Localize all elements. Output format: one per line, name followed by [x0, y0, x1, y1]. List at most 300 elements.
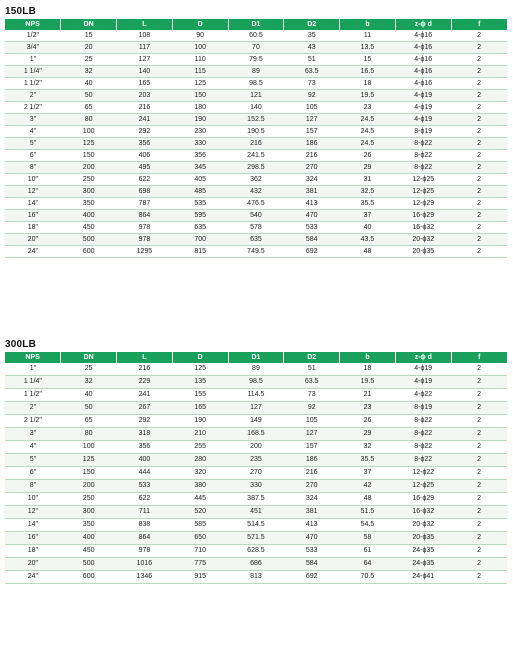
- table-row: [5, 174, 507, 186]
- table-cell: 186: [284, 138, 340, 150]
- table-cell: 216: [284, 150, 340, 162]
- table-cell: 330: [172, 138, 228, 150]
- table-row: [5, 428, 507, 441]
- table-cell: 1 1/4": [5, 66, 61, 78]
- table-cell: 4-ϕ19: [395, 376, 451, 389]
- table-row: [5, 126, 507, 138]
- table-cell: 4-ϕ19: [395, 114, 451, 126]
- table-cell: 413: [284, 198, 340, 210]
- table-cell: 432: [228, 186, 284, 198]
- table-cell: 80: [61, 114, 117, 126]
- table-row: [5, 246, 507, 258]
- table-cell: 1": [5, 54, 61, 66]
- table-cell: 12-ϕ29: [395, 198, 451, 210]
- table-cell: 16-ϕ32: [395, 222, 451, 234]
- table-cell: 2: [451, 454, 507, 467]
- table-cell: 150: [61, 150, 117, 162]
- table-cell: 16-ϕ32: [395, 506, 451, 519]
- table-cell: 978: [117, 545, 173, 558]
- table-cell: 2: [451, 519, 507, 532]
- table-cell: 216: [117, 102, 173, 114]
- table-cell: 70.5: [340, 571, 396, 584]
- table-cell: 700: [172, 234, 228, 246]
- table-cell: 450: [61, 222, 117, 234]
- table-row: [5, 150, 507, 162]
- flange-table-150lb: [5, 19, 507, 258]
- table-cell: 200: [61, 162, 117, 174]
- table-cell: 533: [284, 222, 340, 234]
- table-cell: 20-ϕ32: [395, 519, 451, 532]
- table-cell: 692: [284, 571, 340, 584]
- table-cell: 686: [228, 558, 284, 571]
- table-cell: 2: [451, 558, 507, 571]
- column-header: D2: [284, 352, 340, 363]
- column-header: z-ϕ d: [395, 352, 451, 363]
- table-cell: 470: [284, 532, 340, 545]
- table-cell: 24-ϕ35: [395, 545, 451, 558]
- table-cell: 32.5: [340, 186, 396, 198]
- table-cell: 978: [117, 222, 173, 234]
- table-row: [5, 30, 507, 42]
- table-cell: 23: [340, 402, 396, 415]
- table-cell: 168.5: [228, 428, 284, 441]
- table-cell: 8-ϕ22: [395, 150, 451, 162]
- table-cell: 241: [117, 114, 173, 126]
- table-cell: 292: [117, 415, 173, 428]
- table-cell: 292: [117, 126, 173, 138]
- table-cell: 3": [5, 114, 61, 126]
- table-cell: 362: [228, 174, 284, 186]
- table-cell: 2: [451, 376, 507, 389]
- table-cell: 356: [172, 150, 228, 162]
- table-cell: 90: [172, 30, 228, 42]
- table-cell: 10": [5, 174, 61, 186]
- table-cell: 18: [340, 78, 396, 90]
- table-cell: 406: [117, 150, 173, 162]
- table-cell: 400: [117, 454, 173, 467]
- table-cell: 157: [284, 441, 340, 454]
- table-cell: 31: [340, 174, 396, 186]
- table-cell: 125: [61, 454, 117, 467]
- table-cell: 108: [117, 30, 173, 42]
- table-cell: 12-ϕ25: [395, 480, 451, 493]
- table-cell: 203: [117, 90, 173, 102]
- table-cell: 51.5: [340, 506, 396, 519]
- table-cell: 650: [172, 532, 228, 545]
- table-cell: 230: [172, 126, 228, 138]
- table-cell: 495: [117, 162, 173, 174]
- table-cell: 330: [228, 480, 284, 493]
- table-cell: 216: [117, 363, 173, 376]
- table-cell: 451: [228, 506, 284, 519]
- table-cell: 622: [117, 174, 173, 186]
- column-header: D: [172, 19, 228, 30]
- table-cell: 241: [117, 389, 173, 402]
- table-cell: 815: [172, 246, 228, 258]
- table-cell: 140: [228, 102, 284, 114]
- table-row: [5, 415, 507, 428]
- table-cell: 165: [117, 78, 173, 90]
- table-cell: 2: [451, 186, 507, 198]
- table-cell: 165: [172, 402, 228, 415]
- table-cell: 978: [117, 234, 173, 246]
- table-cell: 98.5: [228, 376, 284, 389]
- table-cell: 8-ϕ19: [395, 402, 451, 415]
- table-cell: 18: [340, 363, 396, 376]
- table-cell: 229: [117, 376, 173, 389]
- table-cell: 2: [451, 30, 507, 42]
- table-cell: 241.5: [228, 150, 284, 162]
- table-cell: 12": [5, 186, 61, 198]
- table-cell: 64: [340, 558, 396, 571]
- table-row: [5, 545, 507, 558]
- table-cell: 190.5: [228, 126, 284, 138]
- table-cell: 813: [228, 571, 284, 584]
- table-cell: 2: [451, 162, 507, 174]
- column-header: D: [172, 352, 228, 363]
- table-cell: 8": [5, 162, 61, 174]
- table-row: [5, 114, 507, 126]
- table-cell: 749.5: [228, 246, 284, 258]
- table-row: [5, 54, 507, 66]
- table-cell: 4": [5, 126, 61, 138]
- table-cell: 125: [61, 138, 117, 150]
- table-cell: 18": [5, 545, 61, 558]
- table-row: [5, 376, 507, 389]
- table-cell: 345: [172, 162, 228, 174]
- table-cell: 2": [5, 90, 61, 102]
- table-cell: 4-ϕ16: [395, 42, 451, 54]
- table-cell: 4-ϕ22: [395, 389, 451, 402]
- table-cell: 300: [61, 506, 117, 519]
- table-cell: 1": [5, 363, 61, 376]
- table-cell: 2: [451, 571, 507, 584]
- table-row: [5, 90, 507, 102]
- table-row: [5, 138, 507, 150]
- table-cell: 100: [172, 42, 228, 54]
- table-cell: 35.5: [340, 454, 396, 467]
- table-cell: 58: [340, 532, 396, 545]
- column-header: DN: [61, 19, 117, 30]
- flange-table-300lb: [5, 352, 507, 584]
- table-cell: 2: [451, 480, 507, 493]
- table-cell: 267: [117, 402, 173, 415]
- table-cell: 4-ϕ19: [395, 363, 451, 376]
- column-header: b: [340, 19, 396, 30]
- table-row: [5, 571, 507, 584]
- table-cell: 250: [61, 174, 117, 186]
- table-header: [5, 19, 507, 30]
- table-cell: 533: [117, 480, 173, 493]
- table-cell: 864: [117, 532, 173, 545]
- table-cell: 8-ϕ22: [395, 441, 451, 454]
- column-header: f: [451, 352, 507, 363]
- table-cell: 250: [61, 493, 117, 506]
- table-cell: 115: [172, 66, 228, 78]
- table-cell: 413: [284, 519, 340, 532]
- table-cell: 65: [61, 415, 117, 428]
- table-cell: 584: [284, 234, 340, 246]
- table-cell: 2: [451, 363, 507, 376]
- table-cell: 121: [228, 90, 284, 102]
- table-row: [5, 363, 507, 376]
- table-cell: 200: [228, 441, 284, 454]
- table-cell: 400: [61, 210, 117, 222]
- table-cell: 470: [284, 210, 340, 222]
- table-cell: 8-ϕ22: [395, 162, 451, 174]
- table-cell: 270: [284, 162, 340, 174]
- table-cell: 1295: [117, 246, 173, 258]
- table-row: [5, 389, 507, 402]
- table-row: [5, 454, 507, 467]
- table-cell: 2: [451, 467, 507, 480]
- table-cell: 61: [340, 545, 396, 558]
- table-cell: 5": [5, 454, 61, 467]
- table-cell: 50: [61, 90, 117, 102]
- table-cell: 2: [451, 66, 507, 78]
- table-cell: 405: [172, 174, 228, 186]
- table-cell: 350: [61, 519, 117, 532]
- table-cell: 270: [228, 467, 284, 480]
- table-cell: 14": [5, 198, 61, 210]
- table-cell: 600: [61, 246, 117, 258]
- table-cell: 65: [61, 102, 117, 114]
- table-cell: 2: [451, 428, 507, 441]
- table-cell: 6": [5, 150, 61, 162]
- column-header: NPS: [5, 19, 61, 30]
- table-cell: 2: [451, 402, 507, 415]
- column-header: L: [117, 352, 173, 363]
- table-cell: 8": [5, 480, 61, 493]
- table-cell: 8-ϕ22: [395, 138, 451, 150]
- table-cell: 216: [284, 467, 340, 480]
- table-cell: 40: [61, 389, 117, 402]
- column-header: D1: [228, 19, 284, 30]
- table-cell: 235: [228, 454, 284, 467]
- table-cell: 18": [5, 222, 61, 234]
- table-cell: 100: [61, 441, 117, 454]
- table-cell: 127: [284, 114, 340, 126]
- table-cell: 4": [5, 441, 61, 454]
- table-cell: 24.5: [340, 126, 396, 138]
- table-cell: 149: [228, 415, 284, 428]
- table-cell: 2: [451, 54, 507, 66]
- table-cell: 25: [61, 54, 117, 66]
- table-cell: 5": [5, 138, 61, 150]
- table-cell: 2: [451, 389, 507, 402]
- table-cell: 381: [284, 506, 340, 519]
- table-cell: 89: [228, 363, 284, 376]
- table-cell: 445: [172, 493, 228, 506]
- table-cell: 4-ϕ16: [395, 30, 451, 42]
- table-cell: 595: [172, 210, 228, 222]
- table-cell: 51: [284, 363, 340, 376]
- table-cell: 80: [61, 428, 117, 441]
- table-cell: 1 1/2": [5, 78, 61, 90]
- table-cell: 16": [5, 532, 61, 545]
- table-body: [5, 30, 507, 258]
- table-cell: 20": [5, 234, 61, 246]
- table-cell: 16": [5, 210, 61, 222]
- table-cell: 692: [284, 246, 340, 258]
- table-cell: 2: [451, 78, 507, 90]
- table-cell: 698: [117, 186, 173, 198]
- table-cell: 35: [284, 30, 340, 42]
- table-section-300lb: [5, 338, 507, 584]
- table-cell: 2: [451, 210, 507, 222]
- table-cell: 37: [340, 467, 396, 480]
- table-cell: 3": [5, 428, 61, 441]
- table-cell: 1/2": [5, 30, 61, 42]
- table-cell: 14": [5, 519, 61, 532]
- column-header: DN: [61, 352, 117, 363]
- table-cell: 70: [228, 42, 284, 54]
- table-cell: 533: [284, 545, 340, 558]
- table-cell: 20: [61, 42, 117, 54]
- table-body: [5, 363, 507, 584]
- table-cell: 40: [340, 222, 396, 234]
- table-cell: 787: [117, 198, 173, 210]
- table-cell: 150: [61, 467, 117, 480]
- table-cell: 152.5: [228, 114, 284, 126]
- table-cell: 125: [172, 78, 228, 90]
- table-cell: 2: [451, 545, 507, 558]
- column-header: f: [451, 19, 507, 30]
- table-cell: 4-ϕ16: [395, 54, 451, 66]
- table-cell: 190: [172, 415, 228, 428]
- table-cell: 635: [172, 222, 228, 234]
- table-cell: 2: [451, 150, 507, 162]
- table-cell: 578: [228, 222, 284, 234]
- table-cell: 8-ϕ22: [395, 454, 451, 467]
- table-cell: 298.5: [228, 162, 284, 174]
- table-cell: 8-ϕ22: [395, 428, 451, 441]
- section-title: 150LB: [5, 6, 37, 17]
- table-cell: 19.5: [340, 90, 396, 102]
- table-cell: 324: [284, 174, 340, 186]
- table-cell: 864: [117, 210, 173, 222]
- table-cell: 1016: [117, 558, 173, 571]
- table-cell: 400: [61, 532, 117, 545]
- table-row: [5, 66, 507, 78]
- table-cell: 29: [340, 162, 396, 174]
- table-cell: 12-ϕ22: [395, 467, 451, 480]
- table-row: [5, 210, 507, 222]
- table-cell: 4-ϕ19: [395, 102, 451, 114]
- table-cell: 8-ϕ22: [395, 415, 451, 428]
- table-cell: 1346: [117, 571, 173, 584]
- table-cell: 380: [172, 480, 228, 493]
- table-cell: 216: [228, 138, 284, 150]
- table-cell: 140: [117, 66, 173, 78]
- table-cell: 48: [340, 246, 396, 258]
- table-cell: 500: [61, 234, 117, 246]
- column-header: L: [117, 19, 173, 30]
- table-cell: 150: [172, 90, 228, 102]
- table-cell: 2: [451, 114, 507, 126]
- table-row: [5, 222, 507, 234]
- table-cell: 63.5: [284, 66, 340, 78]
- table-cell: 710: [172, 545, 228, 558]
- table-cell: 585: [172, 519, 228, 532]
- table-cell: 2: [451, 102, 507, 114]
- table-cell: 26: [340, 415, 396, 428]
- table-row: [5, 102, 507, 114]
- header-row: [5, 352, 507, 363]
- table-cell: 2: [451, 441, 507, 454]
- table-cell: 43: [284, 42, 340, 54]
- table-cell: 2 1/2": [5, 415, 61, 428]
- table-header: [5, 352, 507, 363]
- table-row: [5, 42, 507, 54]
- table-cell: 2: [451, 174, 507, 186]
- table-cell: 324: [284, 493, 340, 506]
- table-cell: 628.5: [228, 545, 284, 558]
- table-cell: 10": [5, 493, 61, 506]
- table-cell: 73: [284, 78, 340, 90]
- table-cell: 32: [61, 66, 117, 78]
- table-cell: 20-ϕ35: [395, 246, 451, 258]
- column-header: NPS: [5, 352, 61, 363]
- table-cell: 1 1/4": [5, 376, 61, 389]
- table-cell: 444: [117, 467, 173, 480]
- table-cell: 42: [340, 480, 396, 493]
- table-cell: 54.5: [340, 519, 396, 532]
- table-cell: 186: [284, 454, 340, 467]
- table-cell: 32: [340, 441, 396, 454]
- table-cell: 180: [172, 102, 228, 114]
- table-cell: 2: [451, 90, 507, 102]
- table-row: [5, 78, 507, 90]
- table-cell: 584: [284, 558, 340, 571]
- table-cell: 4-ϕ19: [395, 90, 451, 102]
- table-cell: 16-ϕ29: [395, 493, 451, 506]
- header-row: [5, 19, 507, 30]
- table-cell: 92: [284, 90, 340, 102]
- table-cell: 450: [61, 545, 117, 558]
- table-row: [5, 558, 507, 571]
- table-cell: 24": [5, 246, 61, 258]
- table-cell: 387.5: [228, 493, 284, 506]
- table-cell: 514.5: [228, 519, 284, 532]
- table-cell: 1 1/2": [5, 389, 61, 402]
- table-cell: 20-ϕ32: [395, 234, 451, 246]
- table-cell: 190: [172, 114, 228, 126]
- table-cell: 2: [451, 234, 507, 246]
- table-cell: 26: [340, 150, 396, 162]
- table-cell: 43.5: [340, 234, 396, 246]
- table-cell: 540: [228, 210, 284, 222]
- table-cell: 2: [451, 198, 507, 210]
- table-cell: 381: [284, 186, 340, 198]
- table-row: [5, 402, 507, 415]
- table-cell: 915: [172, 571, 228, 584]
- table-cell: 4-ϕ16: [395, 78, 451, 90]
- table-cell: 35.5: [340, 198, 396, 210]
- table-cell: 117: [117, 42, 173, 54]
- table-cell: 29: [340, 428, 396, 441]
- table-cell: 60.5: [228, 30, 284, 42]
- table-cell: 2: [451, 415, 507, 428]
- table-cell: 15: [340, 54, 396, 66]
- table-cell: 127: [284, 428, 340, 441]
- table-cell: 25: [61, 363, 117, 376]
- table-cell: 2: [451, 532, 507, 545]
- table-cell: 24.5: [340, 114, 396, 126]
- table-cell: 500: [61, 558, 117, 571]
- table-cell: 89: [228, 66, 284, 78]
- table-cell: 79.5: [228, 54, 284, 66]
